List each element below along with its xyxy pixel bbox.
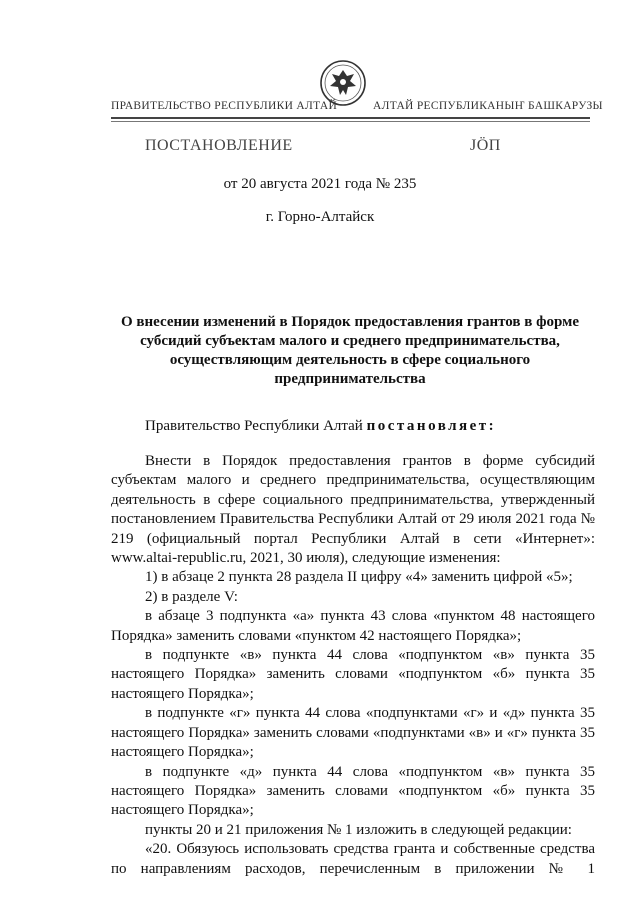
header-rule-thin (111, 121, 590, 122)
paragraph: 2) в разделе V: (145, 588, 238, 605)
paragraph: в подпункте «д» пункта 44 слова «подпунктом «в» пункта 35 настоящего Порядка» заменить словами «подпунктом «б» пункта 35 настоящего Порядка»; (111, 763, 595, 819)
doctype-right: ЈӦП (470, 137, 501, 154)
document-city: г. Горно-Алтайск (265, 209, 375, 225)
header-rule (111, 117, 590, 119)
paragraph: в подпункте «г» пункта 44 слова «подпунктами «г» и «д» пункта 35 настоящего Порядка» заменить словами «подпунктами «в» и «г» пункта 35 настоящего Порядка»; (111, 705, 595, 761)
paragraph: в абзаце 3 подпункта «а» пункта 43 слова «пунктом 48 настоящего Порядка» заменить словами «пунктом 42 настоящего Порядка»; (111, 608, 595, 644)
paragraph: 1) в абзаце 2 пункта 28 раздела II цифру «4» заменить цифрой «5»; (145, 569, 573, 586)
decree-verb: постановляет: (366, 418, 497, 434)
decree-subject: Правительство Республики Алтай (145, 418, 367, 434)
paragraph: пункты 20 и 21 приложения № 1 изложить в следующей редакции: (145, 821, 572, 838)
paragraph: «20. Обязуюсь использовать средства гранта и собственные средства по направлениям расходов, перечисленным в приложении № 1 (111, 841, 595, 877)
document-date: от 20 августа 2021 года № 235 (223, 176, 417, 192)
paragraph: Внести в Порядок предоставления грантов в форме субсидий субъектам малого и среднего предпринимательства, осуществляющим деятельность в сфере социального предпринимательства, утвержденный постановлением Правительства Республики Алтай от 29 июля 2021 года № 219 (официальный портал Республики Алтай в сети «Интернет»: www.altai-republic.ru, 2021, 30 июля), следующие изменения: (111, 453, 595, 567)
header-right: АЛТАЙ РЕСПУБЛИКАНЫҤ БАШКАРУЗЫ (373, 100, 603, 112)
paragraph: в подпункте «в» пункта 44 слова «подпунктом «в» пункта 35 настоящего Порядка» заменить словами «подпунктом «б» пункта 35 настоящего Порядка»; (111, 647, 595, 702)
header-left: ПРАВИТЕЛЬСТВО РЕСПУБЛИКИ АЛТАЙ (111, 100, 338, 112)
doctype-left: ПОСТАНОВЛЕНИЕ (145, 137, 293, 154)
document-title: О внесении изменений в Порядок предоставления грантов в форме субсидий субъектам малого и среднего предпринимательства, осуществляющим деятельность в сфере социального предпринимательства (121, 314, 579, 387)
decree-line (145, 418, 496, 435)
document-body (111, 452, 595, 879)
